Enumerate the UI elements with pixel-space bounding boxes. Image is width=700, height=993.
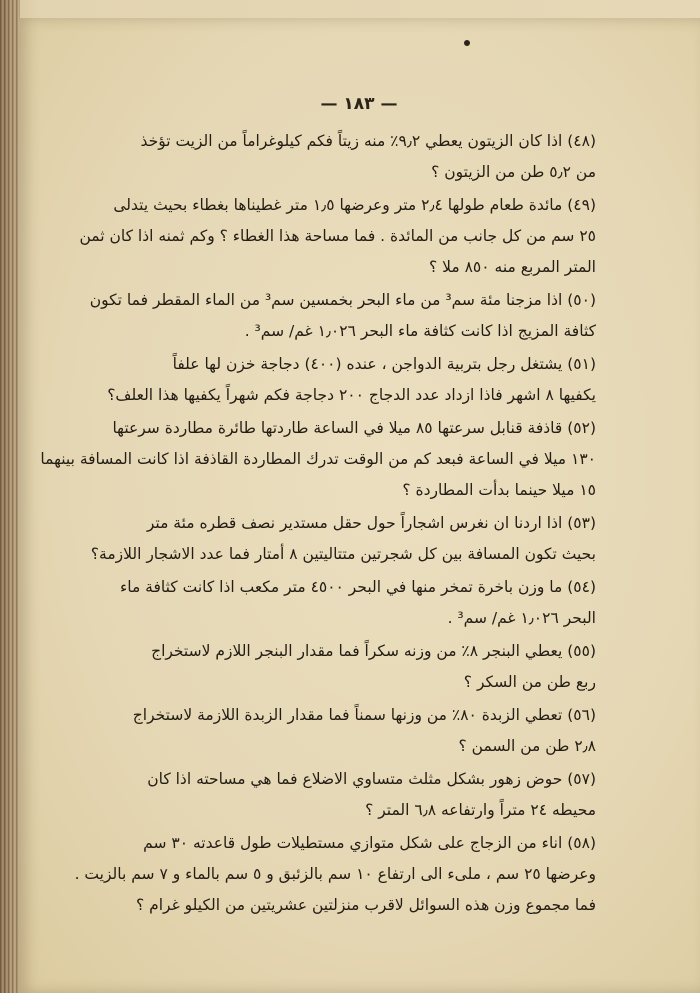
problem-line: فما مجموع وزن هذه السوائل لاقرب منزلتين عشريتين من الكيلو غرام ؟ <box>135 896 596 914</box>
problem-line: ٢٫٨ طن من السمن ؟ <box>458 737 596 755</box>
problem-line: ٢٥ سم من كل جانب من المائدة . فما مساحة هذا الغطاء ؟ وكم ثمنه اذا كان ثمن <box>79 227 596 245</box>
problem-50 <box>89 285 596 347</box>
problem-line: (٥٢) قاذفة قنابل سرعتها ٨٥ ميلا في الساعة طاردتها طائرة مطاردة سرعتها <box>112 419 596 437</box>
problem-line: كثافة المزيج اذا كانت كثافة ماء البحر ١٫٠٢٦ غم/ سم³ . <box>244 322 596 340</box>
problem-56 <box>96 700 596 762</box>
problem-line: ١٣٠ ميلا في الساعة فبعد كم من الوقت تدرك المطاردة القاذفة اذا كانت المسافة بينهما <box>40 450 596 468</box>
problem-line: البحر ١٫٠٢٦ غم/ سم³ . <box>447 609 596 627</box>
problem-51 <box>96 349 596 411</box>
problem-53 <box>90 508 596 570</box>
problem-49 <box>79 190 596 283</box>
problem-line: ١٥ ميلا حينما بدأت المطاردة ؟ <box>402 481 596 499</box>
problem-57 <box>96 764 596 826</box>
problem-line: (٥١) يشتغل رجل بتربية الدواجن ، عنده (٤٠٠) دجاجة خزن لها علفاً <box>172 355 596 373</box>
problem-line: من ٥٫٢ طن من الزيتون ؟ <box>431 163 596 181</box>
ink-dot <box>464 40 470 46</box>
problem-line: (٥٤) ما وزن باخرة تمخر منها في البحر ٤٥٠٠ متر مكعب اذا كانت كثافة ماء <box>119 578 596 596</box>
problem-54 <box>96 572 596 634</box>
problem-line: يكفيها ٨ اشهر فاذا ازداد عدد الدجاج ٢٠٠ دجاجة فكم شهراً يكفيها هذا العلف؟ <box>107 386 596 404</box>
problem-line: ربع طن من السكر ؟ <box>463 673 596 691</box>
problem-line: (٥٣) اذا اردنا ان نغرس اشجاراً حول حقل مستدير نصف قطره مئة متر <box>146 514 596 532</box>
problem-line: (٥٥) يعطي البنجر ٨٪ من وزنه سكراً فما مقدار البنجر اللازم لاستخراج <box>151 642 596 660</box>
problem-58 <box>74 828 596 921</box>
problem-line: (٤٨) اذا كان الزيتون يعطي ٩٫٢٪ منه زيتاً فكم كيلوغراماً من الزيت تؤخذ <box>140 132 596 150</box>
problem-52 <box>40 413 596 506</box>
page <box>18 18 700 993</box>
problem-line: وعرضها ٢٥ سم ، ملىء الى ارتفاع ١٠ سم بالزئبق و ٥ سم بالماء و ٧ سم بالزيت . <box>74 865 596 883</box>
problem-48 <box>96 126 596 188</box>
problem-list <box>40 126 596 923</box>
page-edges <box>0 0 20 993</box>
problem-line: (٥٠) اذا مزجنا مئة سم³ من ماء البحر بخمسين سم³ من الماء المقطر فما تكون <box>89 291 596 309</box>
problem-line: المتر المربع منه ٨٥٠ ملا ؟ <box>428 258 596 276</box>
problem-line: بحيث تكون المسافة بين كل شجرتين متتاليتين ٨ أمتار فما عدد الاشجار اللازمة؟ <box>90 545 596 563</box>
problem-line: (٥٧) حوض زهور بشكل مثلث متساوي الاضلاع فما هي مساحته اذا كان <box>147 770 596 788</box>
problem-line: محيطه ٢٤ متراً وارتفاعه ٦٫٨ المتر ؟ <box>365 801 596 819</box>
problem-55 <box>96 636 596 698</box>
problem-line: (٤٩) مائدة طعام طولها ٢٫٤ متر وعرضها ١٫٥ متر غطيناها بغطاء بحيث يتدلى <box>113 196 596 214</box>
problem-line: (٥٨) اناء من الزجاج على شكل متوازي مستطيلات طول قاعدته ٣٠ سم <box>143 834 596 852</box>
problem-line: (٥٦) تعطي الزبدة ٨٠٪ من وزنها سمناً فما مقدار الزبدة اللازمة لاستخراج <box>132 706 596 724</box>
page-number: — ١٨٣ — <box>320 94 398 114</box>
